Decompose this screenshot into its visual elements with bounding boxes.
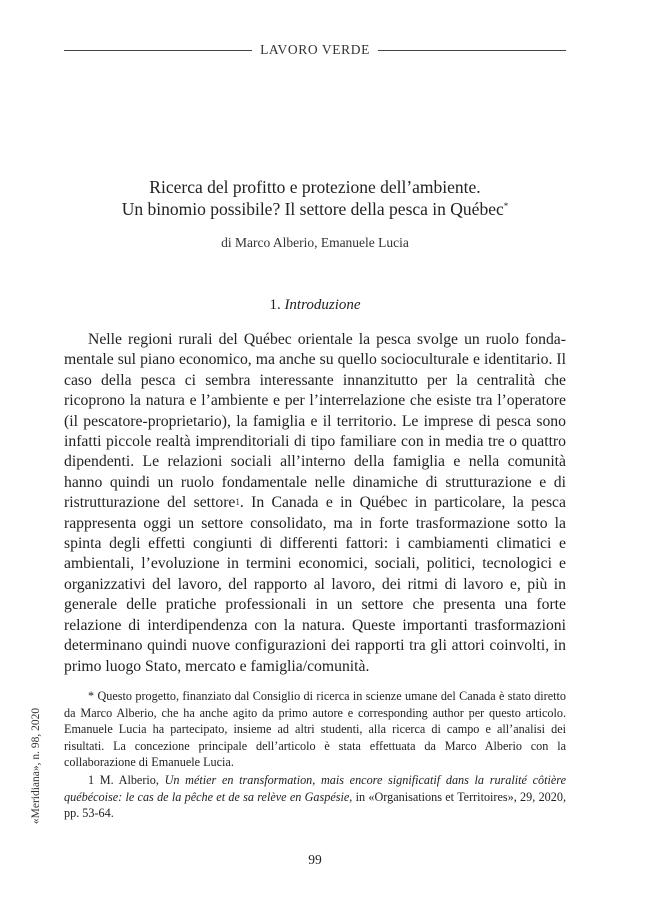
article-authors: di Marco Alberio, Emanuele Lucia <box>221 235 409 250</box>
section-title: Introduzione <box>284 297 361 313</box>
title-line-1: Ricerca del profitto e protezione dell’ambiente. <box>149 177 481 197</box>
journal-reference: «Meridiana», n. 98, 2020 <box>30 707 42 825</box>
running-title: LAVORO VERDE <box>260 42 370 57</box>
footnote-star-paragraph <box>64 688 566 771</box>
body-text-part-2: . In Canada e in Québec in particolare, la pesca rappresenta oggi un settore consolidato, ma in forte trasformazione sotto la spinta degli effetti congiunti di differenti fattori: i cambiamenti climatici e ambientali, l’evoluzione in termini economici, sociali, politici, tecnologici e organizzativi del lavoro, del rapporto al lavoro, dei ritmi di lavoro e, più in generale delle pratiche professionali in un settore che presenta una forte relazione di interdipendenza con la natura. Queste importanti trasformazioni determinano quindi nuove configurazioni dei rapporti tra gli attori coinvolti, in primo luogo Stato, mercato e famiglia/comunità. <box>64 494 566 675</box>
footnote-1-title: Un métier en transformation, mais encore significatif dans la ruralité côtière québécoise: le cas de la pêche et de sa relève en Gaspésie <box>64 773 566 804</box>
footnote-1 <box>64 772 566 822</box>
body-text <box>64 330 566 677</box>
body-paragraph <box>64 330 566 677</box>
page-number: 99 <box>308 852 322 867</box>
article-title <box>64 176 566 220</box>
footnote-star <box>64 688 566 771</box>
footnote-1-rest: , in «Organisations et Territoires», 29, 2020, pp. 53-64. <box>64 789 566 821</box>
footnote-star-mark: * <box>88 689 95 703</box>
header-rule-right <box>378 50 566 51</box>
title-line-2 <box>64 198 566 220</box>
body-text-part-1: Nelle regioni rurali del Québec orientale la pesca svolge un ruolo fondamentale sul piano economico, ma anche su quello socioculturale e identitario. Il caso della pesca ci sembra interessante innanzitutto per la centralità che ricoprono la natura e l’ambiente e per l’interrelazione che esiste tra l’operatore (il pescatore-proprietario), la famiglia e il territorio. Le imprese di pesca sono infatti piccole realtà imprenditoriali di tipo familiare con in media tre o quattro dipendenti. Le relazioni sociali all’interno della famiglia e nella comunità hanno quindi un ruolo fondamentale nelle dinamiche di strutturazione e di ristrutturazione del settore <box>64 331 566 512</box>
title-footnote-mark: * <box>503 201 509 211</box>
title-line-2-text: Un binomio possibile? Il settore della pesca in Québec <box>121 199 504 219</box>
footnote-1-mark: 1 <box>88 773 95 787</box>
footnote-star-text: Questo progetto, finanziato dal Consiglio di ricerca in scienze umane del Canada è stato diretto da Marco Alberio, che ha anche agito da primo autore e corresponding author per questo articolo. Emanuele Lucia ha partecipato, insieme ad altri studenti, alla ricerca di campo e all’analisi dei risultati. La concezione principale dell’articolo è stata effettuata da Marco Alberio con la collaborazione di Emanuele Lucia. <box>64 689 566 770</box>
footnote-ref-1: 1 <box>235 497 240 508</box>
header-rule-left <box>64 50 252 51</box>
section-heading <box>64 297 566 314</box>
running-header <box>64 40 566 60</box>
footnote-1-author: M. Alberio, <box>99 773 159 787</box>
footnote-1-paragraph <box>64 772 566 822</box>
section-number: 1. <box>269 297 281 313</box>
